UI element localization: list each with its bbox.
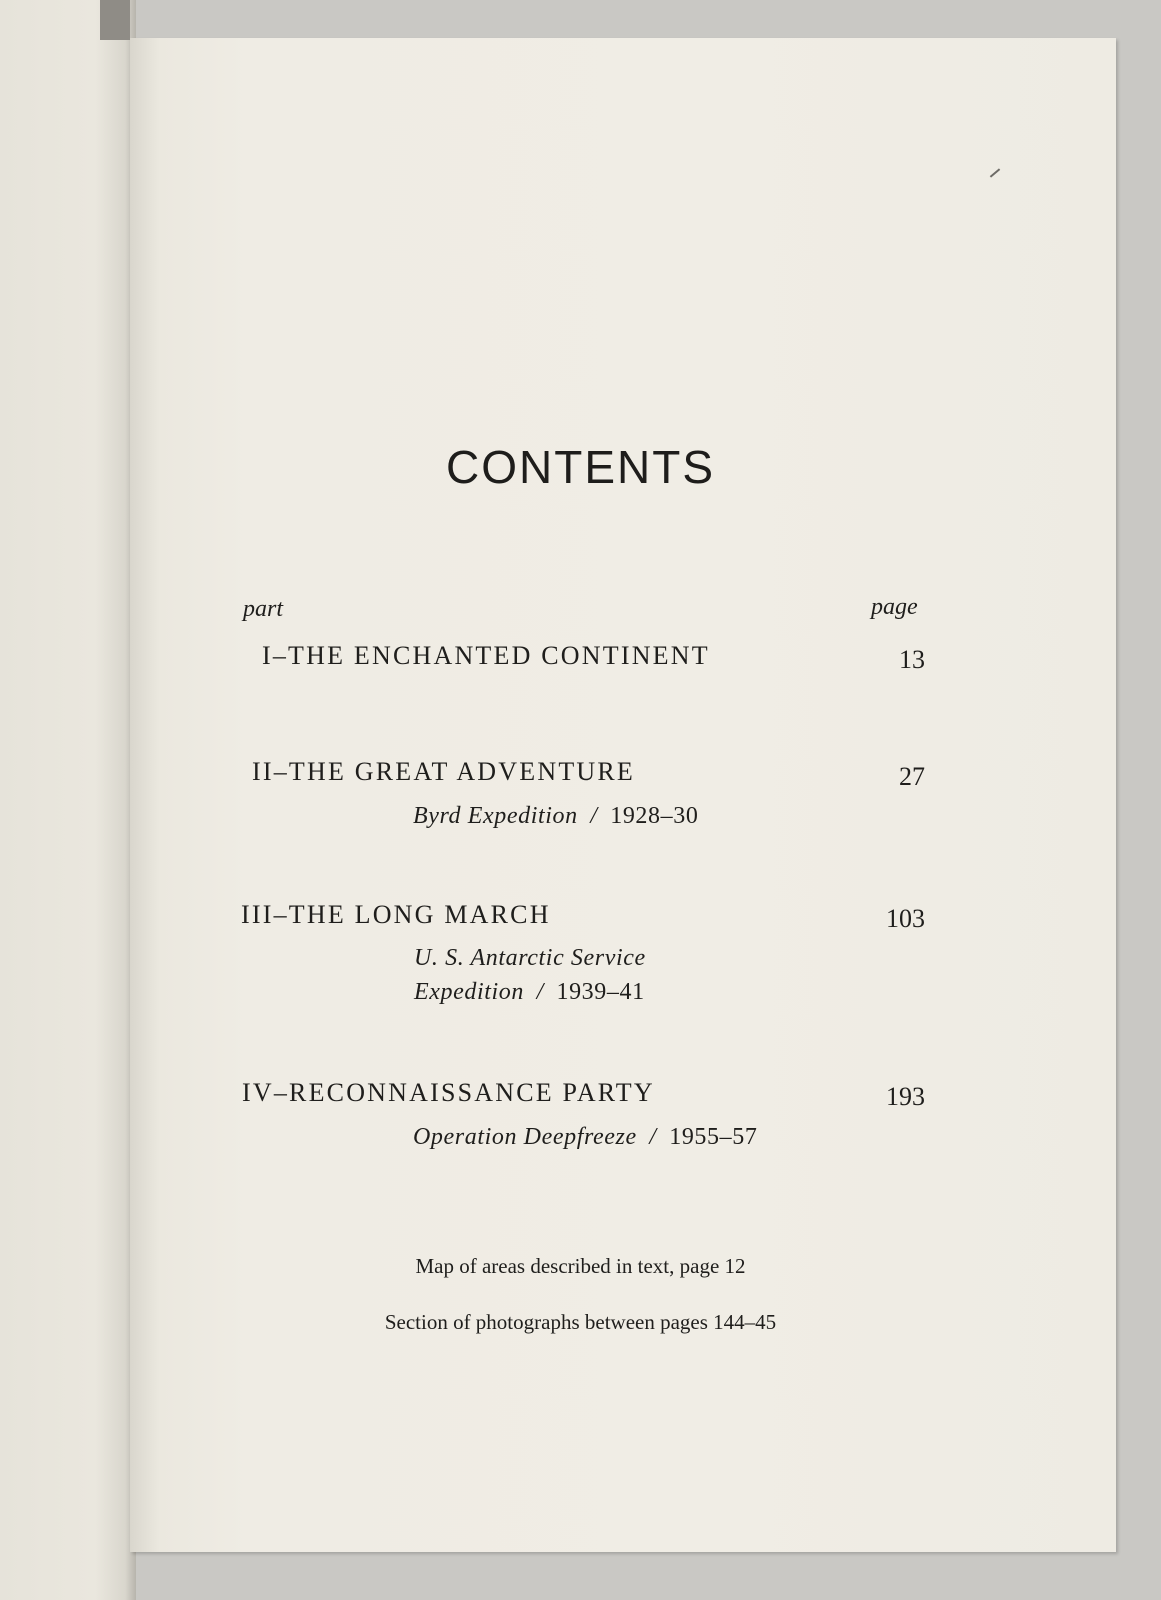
part-1-title: I–THE ENCHANTED CONTINENT [262,641,710,670]
part-4-years: 1955–57 [669,1124,758,1150]
page-column-header: page [871,594,918,620]
part-3-subtitle-line1: U. S. Antarctic Service [414,945,646,971]
part-3-expedition: Expedition [414,979,524,1005]
facing-left-page [0,0,136,1600]
photographs-note: Section of photographs between pages 144–45 [384,1310,777,1334]
part-2-separator: / [590,803,598,829]
part-3-years: 1939–41 [556,979,645,1005]
part-column-header: part [243,596,284,622]
part-2-subtitle [413,803,698,830]
part-2-years: 1928–30 [610,803,699,829]
part-4-separator: / [649,1124,657,1150]
page-title: CONTENTS [446,441,715,493]
part-3-page: 103 [886,904,925,933]
part-2-page: 27 [899,762,925,791]
part-1-page: 13 [899,645,925,674]
map-note: Map of areas described in text, page 12 [415,1254,746,1278]
part-2-expedition: Byrd Expedition [413,803,578,829]
part-4-title: IV–RECONNAISSANCE PARTY [242,1078,655,1107]
part-4-page: 193 [886,1082,925,1111]
part-3-subtitle-line2 [414,979,645,1006]
part-4-subtitle [413,1124,757,1151]
part-3-separator: / [536,979,544,1005]
part-3-title: III–THE LONG MARCH [241,900,551,929]
part-2-title: II–THE GREAT ADVENTURE [252,757,635,786]
book-cover-edge [100,0,130,40]
part-4-operation: Operation Deepfreeze [413,1124,637,1150]
